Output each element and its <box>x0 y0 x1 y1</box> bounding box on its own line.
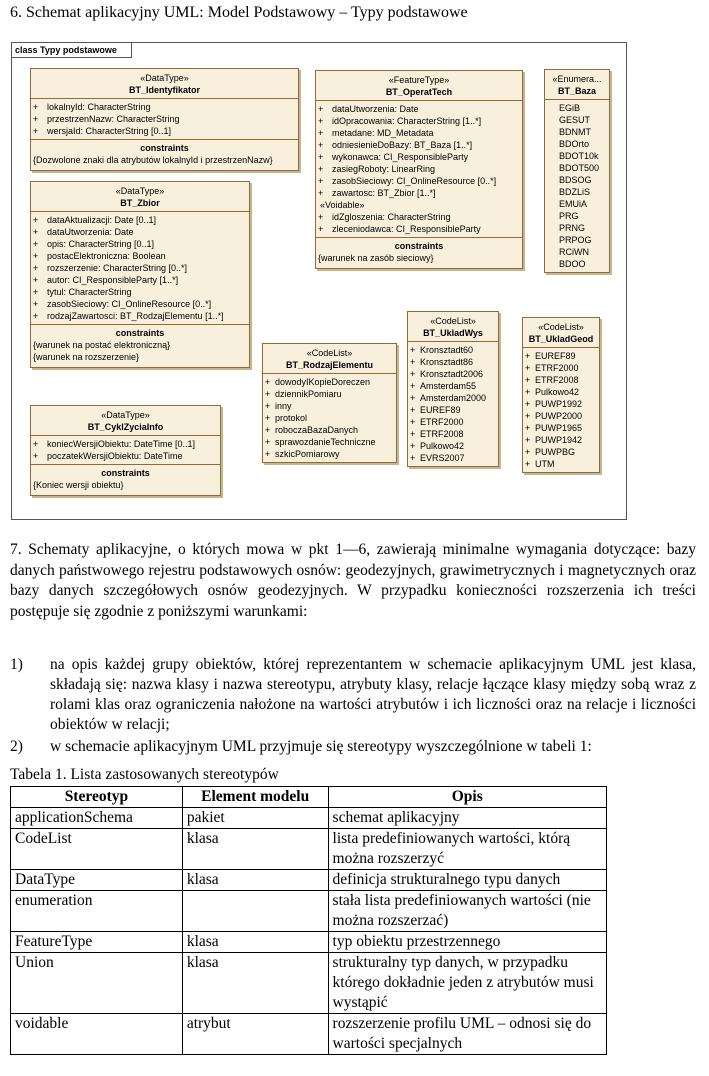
enum-literal: BDOT500 <box>559 163 600 173</box>
class-name: BT_Baza <box>557 86 596 96</box>
class-attribute: + wersjaId: CharacterString [0..1] <box>33 126 172 136</box>
class-attribute: + metadane: MD_Metadata <box>318 128 434 138</box>
table-cell: pakiet <box>182 808 328 829</box>
table-cell: enumeration <box>11 891 183 932</box>
diagram-frame-label: class Typy podstawowe <box>12 43 132 58</box>
codelist-value: + dowodyIKopieDoreczen <box>265 377 371 387</box>
codelist-value: + EUREF89 <box>525 351 576 361</box>
class-name: BT_UkladGeod <box>528 334 594 344</box>
class-name: BT_Identyfikator <box>128 85 200 95</box>
table-cell <box>182 891 328 932</box>
class-name: BT_Zbior <box>120 198 160 208</box>
codelist-value: + Pulkowo42 <box>410 441 465 451</box>
table-cell: applicationSchema <box>11 808 183 829</box>
enum-literal: PRNG <box>559 223 586 233</box>
class-attribute: + autor: CI_ResponsibleParty [1..*] <box>33 275 179 285</box>
class-stereotype: «CodeList» <box>538 322 584 332</box>
table-cell: typ obiektu przestrzennego <box>328 932 606 953</box>
class-bt-operattech <box>315 70 523 269</box>
table-cell: DataType <box>11 870 183 891</box>
table-row <box>11 932 607 953</box>
table-row <box>11 829 607 870</box>
codelist-value: + Kronsztadt2006 <box>410 369 484 379</box>
class-attribute: + poczatekWersjiObiektu: DateTime <box>33 451 183 461</box>
codelist-value: + PUWP1992 <box>525 399 583 409</box>
codelist-value: + ETRF2008 <box>525 375 579 385</box>
codelist-value: + UTM <box>525 459 555 469</box>
table-cell: rozszerzenie profilu UML – odnosi się do wartości specjalnych <box>328 1014 606 1055</box>
table-row <box>11 891 607 932</box>
class-attribute: + opis: CharacterString [0..1] <box>33 239 155 249</box>
table-row <box>11 1014 607 1055</box>
codelist-value: + Pulkowo42 <box>525 387 580 397</box>
class-attribute: + rozszerzenie: CharacterString [0..*] <box>33 263 188 273</box>
codelist-value: + Kronsztadt86 <box>410 357 474 367</box>
table-cell: klasa <box>182 870 328 891</box>
class-bt-cyklzyciainfo <box>30 405 221 496</box>
class-bt-ukladgeod <box>522 317 600 473</box>
codelist-value: + EUREF89 <box>410 405 461 415</box>
class-attribute: + dataUtworzenia: Date <box>33 227 134 237</box>
class-stereotype: «DataType» <box>101 410 150 420</box>
codelist-value: + protokol <box>265 413 308 423</box>
class-stereotype: «DataType» <box>140 73 189 83</box>
enum-literal: BDOO <box>559 259 586 269</box>
class-attribute: + idOpracowania: CharacterString [1..*] <box>318 116 482 126</box>
codelist-value: + PUWP1942 <box>525 435 583 445</box>
class-bt-rodzajelementu <box>262 343 397 463</box>
table-row <box>11 870 607 891</box>
table-cell: definicja strukturalnego typu danych <box>328 870 606 891</box>
list-item-number: 1) <box>10 656 23 673</box>
codelist-value: + roboczaBazaDanych <box>265 425 359 435</box>
enum-literal: PRG <box>559 211 579 221</box>
class-stereotype: «CodeList» <box>306 348 353 358</box>
section-heading: 6. Schemat aplikacyjny UML: Model Podstawowy – Typy podstawowe <box>10 4 468 21</box>
class-attribute: + tytul: CharacterString <box>33 287 132 297</box>
table-cell: lista predefiniowanych wartości, którą można rozszerzyć <box>328 829 606 870</box>
constraints-title: constraints <box>115 328 165 338</box>
table-cell: klasa <box>182 932 328 953</box>
table-header-cell: Opis <box>328 787 606 808</box>
class-attribute: + koniecWersjiObiektu: DateTime [0..1] <box>33 439 196 449</box>
list-item-text: na opis każdej grupy obiektów, której reprezentantem w schemacie aplikacyjnym UML jest klasa, składają się: nazwa klasy i nazwa stereotypu, atrybuty klasy, relacje łączące klasy między sobą wraz z rolami klas oraz ograniczenia nałożone na wartości atrybutów i ich liczności oraz na relacje i liczności obiektów w relacji; <box>50 656 696 733</box>
class-bt-identyfikator <box>30 68 299 171</box>
list-item-text: w schemacie aplikacyjnym UML przyjmuje się stereotypy wyszczególnione w tabeli 1: <box>50 738 592 755</box>
voidable-label: «Voidable» <box>320 200 365 210</box>
codelist-value: + EVRS2007 <box>410 453 465 463</box>
class-attribute: + wykonawca: CI_ResponsibleParty <box>318 152 469 162</box>
list-item-number: 2) <box>10 738 23 755</box>
enum-literal: BDNMT <box>559 127 591 137</box>
class-attribute: + odniesienieDoBazy: BT_Baza [1..*] <box>318 140 473 150</box>
constraints-title: constraints <box>140 143 189 153</box>
class-stereotype: «FeatureType» <box>388 75 450 85</box>
class-attribute: + dataUtworzenia: Date <box>318 104 419 114</box>
codelist-value: + sprawozdanieTechniczne <box>265 437 376 447</box>
table-cell: strukturalny typ danych, w przypadku którego dokładnie jeden z atrybutów musi wystąpić <box>328 953 606 1014</box>
constraint-item: {Koniec wersji obiektu} <box>33 480 124 490</box>
enum-literal: EMUiA <box>559 199 588 209</box>
class-bt-ukladwys <box>407 311 499 467</box>
constraints-title: constraints <box>101 468 150 478</box>
table-cell: FeatureType <box>11 932 183 953</box>
codelist-value: + ETRF2000 <box>525 363 579 373</box>
codelist-value: + ETRF2000 <box>410 417 464 427</box>
class-name: BT_UkladWys <box>423 328 483 338</box>
table-cell: voidable <box>11 1014 183 1055</box>
codelist-value: + inny <box>265 401 292 411</box>
codelist-value: + PUWP1965 <box>525 423 583 433</box>
table-cell: klasa <box>182 829 328 870</box>
table-caption: Tabela 1. Lista zastosowanych stereotypów <box>10 766 279 783</box>
table-header-cell: Element modelu <box>182 787 328 808</box>
table-header-cell: Stereotyp <box>11 787 183 808</box>
class-attribute: + zawartosc: BT_Zbior [1..*] <box>318 188 436 198</box>
codelist-value: + ETRF2008 <box>410 429 464 439</box>
class-attribute: + idZgloszenia: CharacterString <box>318 212 451 222</box>
constraint-item: {warunek na rozszerzenie} <box>33 352 140 362</box>
paragraph-7: 7. Schematy aplikacyjne, o których mowa w pkt 1—6, zawierają minimalne wymagania dotyczące: bazy danych państwowego rejestru podstawowych osnów: geodezyjnych, grawimetrycznych i magnetycznych oraz bazy danych szczegółowych osnów geodezyjnych. W przypadku konieczności rozszerzenia ich treści postępuje się zgodnie z poniższymi warunkami: <box>10 541 696 620</box>
class-attribute: + lokalnyId: CharacterString <box>33 102 151 112</box>
class-attribute: + zasiegRoboty: LinearRing <box>318 164 436 174</box>
constraints-title: constraints <box>394 241 444 251</box>
class-name: BT_OperatTech <box>385 87 453 97</box>
class-attribute: + zasobSieciowy: CI_OnlineResource [0..*] <box>318 176 497 186</box>
table-cell: klasa <box>182 953 328 1014</box>
table-cell: schemat aplikacyjny <box>328 808 606 829</box>
uml-diagram <box>11 42 627 520</box>
table-header-row <box>11 787 607 808</box>
list-item-1 <box>10 655 696 735</box>
class-attribute: + rodzajZawartosci: BT_RodzajElementu [1..*] <box>33 311 224 321</box>
enum-literal: BDZLiS <box>559 187 591 197</box>
codelist-value: + PUWP2000 <box>525 411 583 421</box>
table-cell: stała lista predefiniowanych wartości (nie można rozszerzać) <box>328 891 606 932</box>
table-cell: atrybut <box>182 1014 328 1055</box>
class-attribute: + przestrzenNazw: CharacterString <box>33 114 180 124</box>
enum-literal: GESUT <box>559 115 591 125</box>
enum-literal: BDSOG <box>559 175 592 185</box>
class-attribute: + zasobSieciowy: CI_OnlineResource [0..*] <box>33 299 212 309</box>
codelist-value: + Kronsztadt60 <box>410 345 474 355</box>
enum-literal: EGiB <box>559 103 581 113</box>
list-item-2 <box>10 737 696 757</box>
enum-literal: PRPOG <box>559 235 592 245</box>
class-name: BT_RodzajElementu <box>285 360 373 370</box>
class-attribute: + dataAktualizacji: Date [0..1] <box>33 215 157 225</box>
enum-literal: BDOT10k <box>559 151 599 161</box>
codelist-value: + PUWPBG <box>525 447 576 457</box>
constraint-item: {warunek na postać elektroniczną} <box>33 340 171 350</box>
class-bt-baza <box>544 69 610 273</box>
codelist-value: + dziennikPomiaru <box>265 389 342 399</box>
codelist-value: + Amsterdam55 <box>410 381 477 391</box>
codelist-value: + szkicPomiarowy <box>265 449 340 459</box>
class-attribute: + postacElektroniczna: Boolean <box>33 251 166 261</box>
constraint-item: {warunek na zasób sieciowy} <box>318 253 434 263</box>
class-stereotype: «CodeList» <box>430 316 476 326</box>
class-stereotype: «Enumera... <box>552 74 602 84</box>
constraint-item: {Dozwolone znaki dla atrybutów lokalnyId i przestrzenNazw} <box>33 155 273 165</box>
table-row <box>11 953 607 1014</box>
table-cell: Union <box>11 953 183 1014</box>
codelist-value: + Amsterdam2000 <box>410 393 487 403</box>
enum-literal: RCiWN <box>559 247 589 257</box>
class-stereotype: «DataType» <box>115 186 165 196</box>
class-attribute: + zleceniodawca: CI_ResponsibleParty <box>318 224 481 234</box>
stereotype-table <box>10 786 607 1055</box>
table-row <box>11 808 607 829</box>
enum-literal: BDOrto <box>559 139 590 149</box>
class-bt-zbior <box>30 181 250 368</box>
class-name: BT_CyklZyciaInfo <box>87 422 164 432</box>
table-cell: CodeList <box>11 829 183 870</box>
